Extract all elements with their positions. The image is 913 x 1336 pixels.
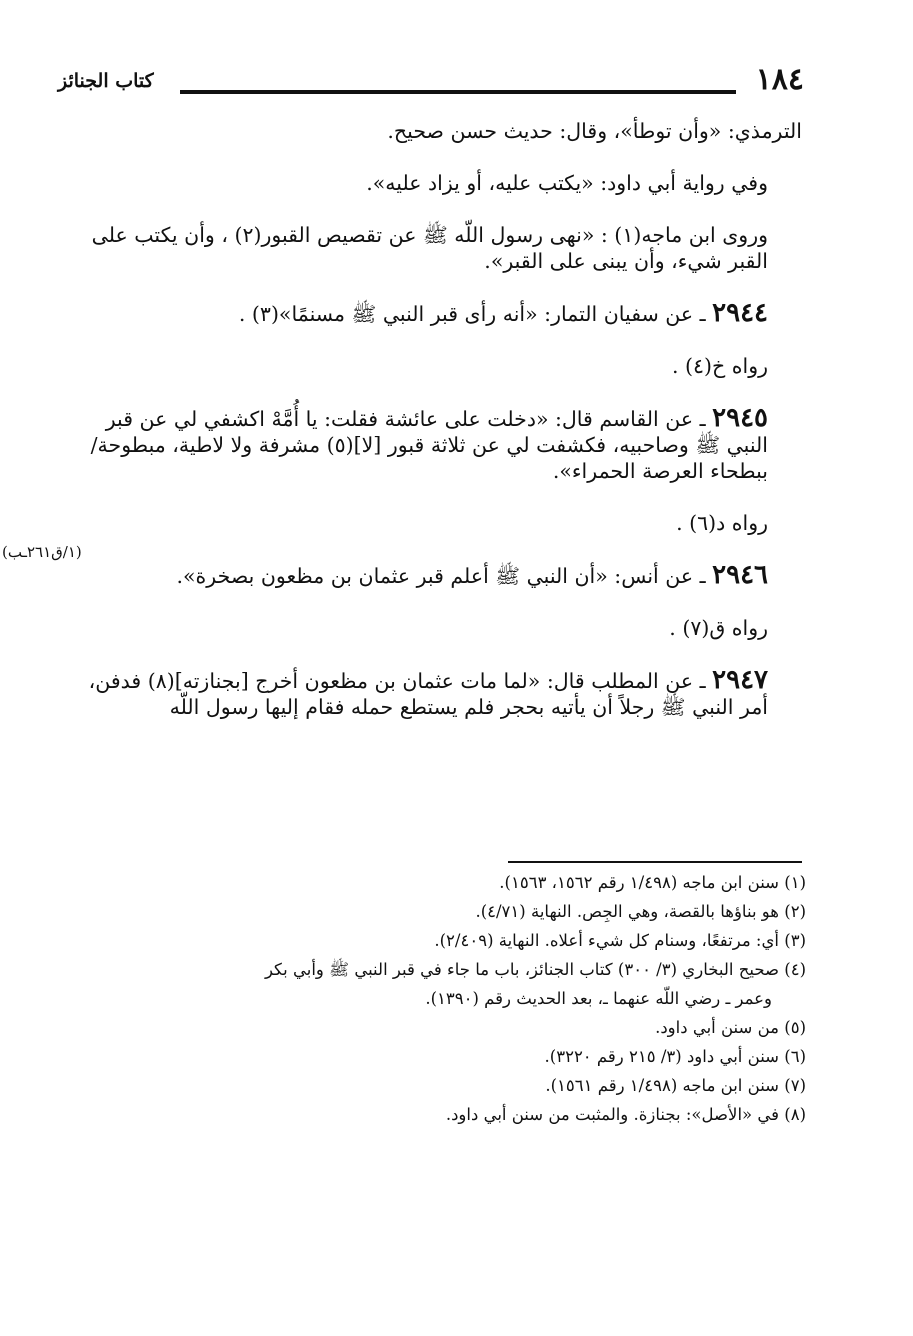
footnote-2: (٢) هو بناؤها بالقصة، وهي الجِص. النهاية (٤/٧١). <box>475 902 806 921</box>
hadith-text: ـ عن سفيان التمار: «أنه رأى قبر النبي ﷺ مسنمًا»(٣) . <box>238 302 713 326</box>
header-rule <box>180 90 736 94</box>
paragraph-tirmidhi: الترمذي: «وأن توطأ»، وقال: حديث حسن صحيح. <box>387 119 802 143</box>
hadith-2946 <box>62 562 802 589</box>
footnote-8: (٨) في «الأصل»: بجنازة. والمثبت من سنن أبي داود. <box>445 1105 806 1124</box>
footnote-3: (٣) أي: مرتفعًا، وسنام كل شيء أعلاه. النهاية (٢/٤٠٩). <box>434 931 806 950</box>
hadith-2945 <box>62 405 802 484</box>
hadith-text: ـ عن القاسم قال: «دخلت على عائشة فقلت: يا أُمَّهْ اكشفي لي عن قبر النبي ﷺ وصاحبيه، فكشفت لي عن ثلاثة قبور [لا](٥) مشرفة ولا لاطية، مبطوحة/ ببطحاء العرصة الحمراء». <box>90 407 768 483</box>
hadith-2947 <box>62 667 802 720</box>
hadith-2944-narration: رواه خ(٤) . <box>671 354 768 378</box>
running-title: كتاب الجنائز <box>58 70 154 92</box>
footnote-4: (٤) صحيح البخاري (٣/ ٣٠٠) كتاب الجنائز، باب ما جاء في قبر النبي ﷺ وأبي بكر <box>264 960 806 979</box>
paragraph-ibn-majah: وروى ابن ماجه(١) : «نهى رسول اللّه ﷺ عن تقصيص القبور(٢) ، وأن يكتب على القبر شيء، وأن يبنى على القبر». <box>91 223 768 273</box>
hadith-2945-narration: رواه د(٦) . <box>676 511 768 535</box>
footnote-6: (٦) سنن أبي داود (٣/ ٢١٥ رقم ٣٢٢٠). <box>544 1047 806 1066</box>
margin-note: (١/ق٢٦١ـب) <box>2 543 82 561</box>
hadith-number: ٢٩٤٦ <box>712 560 768 590</box>
hadith-text: ـ عن أنس: «أن النبي ﷺ أعلم قبر عثمان بن مظعون بصخرة». <box>176 564 713 588</box>
footnote-7: (٧) سنن ابن ماجه (١/٤٩٨ رقم ١٥٦١). <box>545 1076 806 1095</box>
footnote-4-continued: وعمر ـ رضي اللّه عنهما ـ، بعد الحديث رقم (١٣٩٠). <box>425 989 772 1008</box>
footnote-5: (٥) من سنن أبي داود. <box>655 1018 806 1037</box>
hadith-text: ـ عن المطلب قال: «لما مات عثمان بن مظعون أخرج [بجنازته](٨) فدفن، أمر النبي ﷺ رجلاً أن يأتيه بحجر فلم يستطع حمله فقام إليها رسول اللّه <box>88 669 768 719</box>
hadith-number: ٢٩٤٤ <box>712 298 768 328</box>
footnotes <box>62 872 806 1133</box>
page-number: ١٨٤ <box>755 62 804 97</box>
footnote-1: (١) سنن ابن ماجه (١/٤٩٨ رقم ١٥٦٢، ١٥٦٣). <box>499 873 806 892</box>
hadith-2946-narration: رواه ق(٧) . <box>669 616 768 640</box>
hadith-number: ٢٩٤٥ <box>712 403 768 433</box>
hadith-2944 <box>62 300 802 327</box>
footnote-separator <box>508 861 802 863</box>
paragraph-abu-dawud: وفي رواية أبي داود: «يكتب عليه، أو يزاد عليه». <box>366 171 768 195</box>
hadith-number: ٢٩٤٧ <box>712 665 768 695</box>
main-text <box>62 118 802 746</box>
page-header <box>58 62 804 106</box>
